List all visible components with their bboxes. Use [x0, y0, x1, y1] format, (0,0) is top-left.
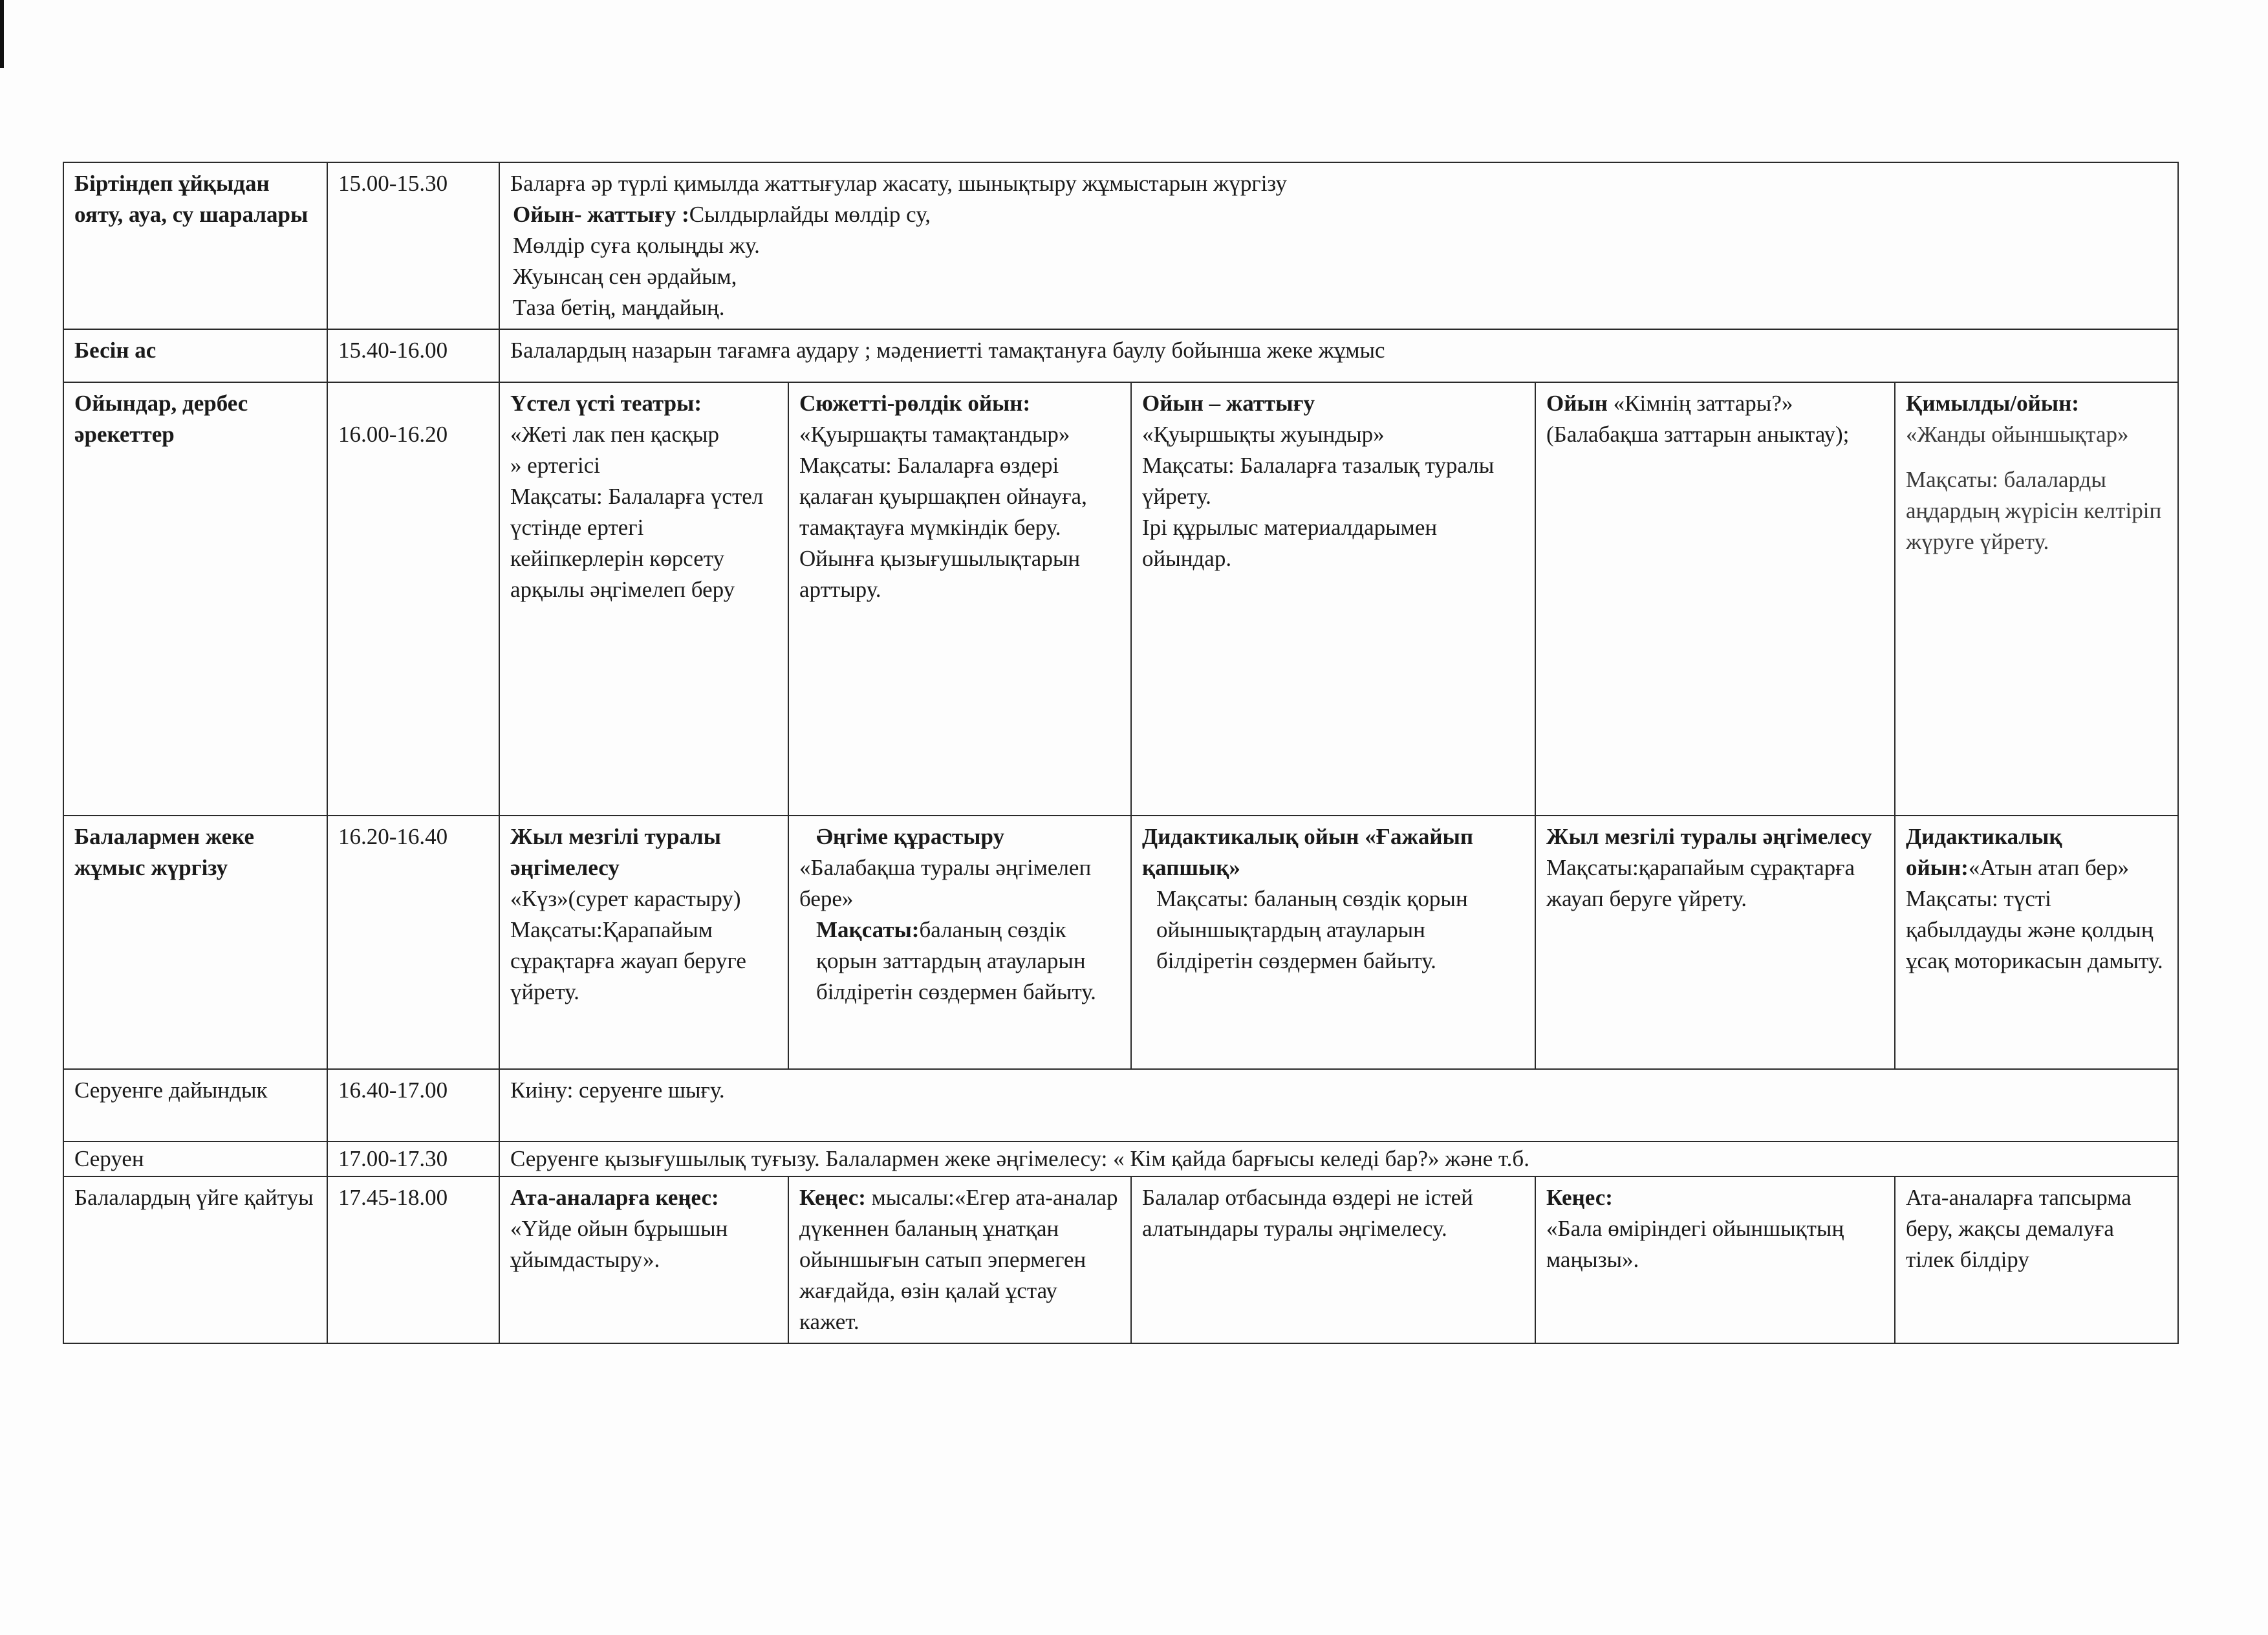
cell-title: Жыл мезгілі туралы әңгімелесу [1546, 824, 1872, 849]
activity-cell: Біртіндеп ұйқыдан ояту, ауа, су шаралары [63, 162, 327, 329]
cell-line: Ата-аналарға тапсырма беру, жақсы демалуға тілек білдіру [1906, 1185, 2132, 1272]
time-cell: 16.00-16.20 [327, 382, 499, 816]
activity-cell: Бесін ас [63, 329, 327, 382]
cell-title: Ата-аналарға кеңес: [510, 1185, 719, 1210]
cell-title: Үстел үсті театры: [510, 391, 702, 416]
cell-title: Қимылды/ойын: [1906, 391, 2079, 416]
cell-title: Дидактикалық ойын: [1906, 824, 2062, 880]
cell-title: Ойын – жаттығу [1142, 391, 1315, 416]
cell-line: мысалы:«Егер ата-аналар дүкеннен баланың ұнатқан ойыншығын сатып эпермеген жағдайда, өзін қалай ұстау кажет. [799, 1185, 1118, 1334]
cell-title: Дидактикалық ойын «Ғажайып қапшық» [1142, 824, 1474, 880]
table-row [63, 329, 2178, 382]
cell-line: «Үйде ойын бұрышын ұйымдастыру». [510, 1216, 728, 1272]
time-cell: 16.40-17.00 [327, 1069, 499, 1142]
cell-line: «Атын атап бер» [1968, 855, 2129, 880]
activity-cell: Ойындар, дербес әрекеттер [63, 382, 327, 816]
content-cell: Балалардың назарын тағамға аудару ; мәдениетті тамақтануға баулу бойынша жеке жұмыс [499, 329, 2178, 382]
time-cell: 17.00-17.30 [327, 1142, 499, 1176]
cell-line: «Жанды ойыншықтар» [1906, 422, 2129, 447]
table-row [63, 1176, 2178, 1343]
content-cell [1895, 816, 2178, 1069]
cell-title: Мақсаты: [816, 917, 920, 942]
content-cell [1895, 382, 2178, 816]
cell-line: «Қуыршақты тамақтандыр» [799, 422, 1070, 447]
cell-line: «Жеті лак пен қасқыр [510, 422, 719, 447]
cell-line: «Қуыршықты жуындыр» [1142, 422, 1385, 447]
cell-title: Әңгіме құрастыру [816, 824, 1004, 849]
content-line: Ойын- жаттығу :Сылдырлайды мөлдір су, [513, 202, 931, 227]
cell-line: Мақсаты: Балаларға өздері қалаған қуыршақпен ойнауға, тамақтауға мүмкіндік беру. Ойынға қызығушылықтарын арттыру. [799, 453, 1087, 602]
daily-plan-table [63, 162, 2179, 1344]
content-cell [788, 382, 1131, 816]
cell-line: » ертегісі [510, 453, 600, 478]
table-row [63, 1069, 2178, 1142]
content-cell [1131, 816, 1535, 1069]
content-cell [1895, 1176, 2178, 1343]
table-row [63, 382, 2178, 816]
activity-cell: Серуенге дайындык [63, 1069, 327, 1142]
scan-edge-mark [0, 0, 4, 68]
table-row [63, 162, 2178, 329]
cell-line: «Бала өміріндегі ойыншықтың маңызы». [1546, 1216, 1844, 1272]
cell-line: Мақсаты: Балаларға тазалық туралы үйрету. [1142, 453, 1495, 509]
cell-line: Мақсаты:Қарапайым сұрақтарға жауап беруге үйрету. [510, 917, 746, 1004]
content-cell: Киіну: серуенге шығу. [499, 1069, 2178, 1142]
content-line: Мөлдір суға қолыңды жу. [513, 233, 760, 258]
content-cell [1131, 382, 1535, 816]
content-cell [499, 162, 2178, 329]
content-cell [1535, 382, 1895, 816]
content-cell [499, 816, 788, 1069]
content-cell [499, 382, 788, 816]
table-row [63, 816, 2178, 1069]
content-cell: Серуенге қызығушылық туғызу. Балалармен жеке әңгімелесу: « Кім қайда барғысы келеді бар?» және т.б. [499, 1142, 2178, 1176]
content-cell [1131, 1176, 1535, 1343]
cell-line: баланың сөздік қорын заттардың атауларын білдіретін сөздермен байыту. [816, 917, 1096, 1004]
cell-line: Мақсаты: балаларды аңдардың жүрісін келтіріп жүруге үйрету. [1906, 467, 2162, 554]
cell-line: «Балабақша туралы әңгімелеп бере» [799, 855, 1092, 911]
content-line: Жуынсаң сен әрдайым, [513, 264, 737, 289]
time-cell: 17.45-18.00 [327, 1176, 499, 1343]
activity-cell: Балалармен жеке жұмыс жүргізу [63, 816, 327, 1069]
cell-title: Кеңес: [799, 1185, 866, 1210]
content-line: Баларға әр түрлі қимылда жаттығулар жасату, шынықтыру жұмыстарын жүргізу [510, 171, 1288, 196]
time-cell: 15.40-16.00 [327, 329, 499, 382]
content-cell [788, 816, 1131, 1069]
content-cell [1535, 1176, 1895, 1343]
cell-line: Мақсаты: баланың сөздік қорын ойыншықтардың атауларын білдіретін сөздермен байыту. [1156, 886, 1468, 973]
activity-cell: Серуен [63, 1142, 327, 1176]
cell-line: Балалар отбасында өздері не істей алатындары туралы әңгімелесу. [1142, 1185, 1473, 1241]
table-row [63, 1142, 2178, 1176]
cell-title: Сюжетті-рөлдік ойын: [799, 391, 1031, 416]
content-cell [1535, 816, 1895, 1069]
time-cell: 15.00-15.30 [327, 162, 499, 329]
cell-line: Ірі құрылыс материалдарымен ойындар. [1142, 515, 1438, 571]
cell-line: Мақсаты:қарапайым сұрақтарға жауап беруге үйрету. [1546, 855, 1855, 911]
cell-line: «Кімнің заттары?» (Балабақша заттарын аныктау); [1546, 391, 1850, 447]
content-cell [788, 1176, 1131, 1343]
activity-cell: Балалардың үйге қайтуы [63, 1176, 327, 1343]
time-cell: 16.20-16.40 [327, 816, 499, 1069]
cell-line: Мақсаты: түсті қабылдауды және қолдың ұсақ моторикасын дамыту. [1906, 886, 2163, 973]
content-line: Таза бетің, маңдайың. [513, 295, 725, 320]
cell-title: Кеңес: [1546, 1185, 1613, 1210]
cell-title: Ойын [1546, 391, 1608, 416]
cell-line: «Күз»(сурет карастыру) [510, 886, 741, 911]
cell-line: Мақсаты: Балаларға үстел үстінде ертегі кейіпкерлерін көрсету арқылы әңгімелеп беру [510, 484, 764, 602]
cell-title: Жыл мезгілі туралы әңгімелесу [510, 824, 721, 880]
content-cell [499, 1176, 788, 1343]
